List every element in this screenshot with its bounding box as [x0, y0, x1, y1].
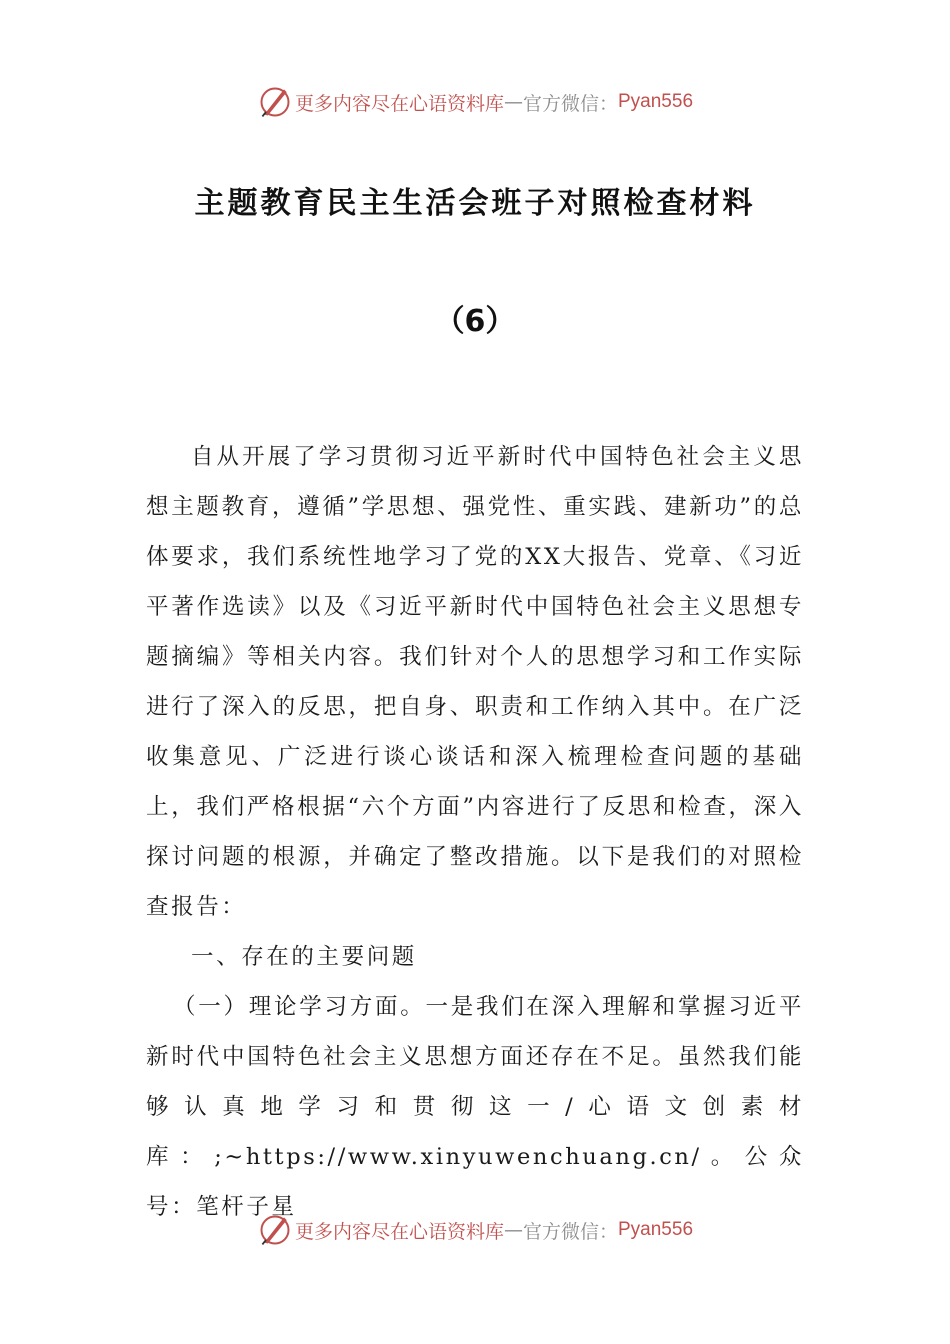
section-paragraph: （一）理论学习方面。一是我们在深入理解和掌握习近平新时代中国特色社会主义思想方面还存在不足。虽然我们能够认真地学习和贯彻这一/心语文创素材库：;~https://www.xinyuwenchuang.cn/。公众号：笔杆子星: [146, 994, 804, 1220]
banner-wechat-id: Pyan556: [618, 1219, 694, 1240]
section-heading: 一、存在的主要问题: [191, 944, 417, 970]
footer-watermark-banner: [0, 1210, 950, 1250]
banner-wechat-label: 官方微信：: [522, 92, 618, 115]
quill-pen-logo-icon: [257, 84, 293, 120]
banner-dash: —: [503, 1219, 523, 1241]
document-title: 主题教育民主生活会班子对照检查材料: [194, 186, 756, 221]
banner-wechat-id: Pyan556: [618, 91, 694, 112]
quill-pen-logo-icon: [257, 1212, 293, 1248]
intro-paragraph: 自从开展了学习贯彻习近平新时代中国特色社会主义思想主题教育，遵循”学思想、强党性、重实践、建新功”的总体要求，我们系统性地学习了党的XX大报告、党章、《习近平著作选读》以及《习近平新时代中国特色社会主义思想专题摘编》等相关内容。我们针对个人的思想学习和工作实际进行了深入的反思，把自身、职责和工作纳入其中。在广泛收集意见、广泛进行谈心谈话和深入梳理检查问题的基础上，我们严格根据“六个方面”内容进行了反思和检查，深入探讨问题的根源，并确定了整改措施。以下是我们的对照检查报告：: [146, 444, 804, 920]
header-watermark-banner: [0, 82, 950, 122]
banner-wechat-label: 官方微信：: [522, 1220, 618, 1243]
document-number: （6）: [434, 304, 516, 339]
document-body: [146, 432, 804, 1232]
banner-text: 更多内容尽在心语资料库: [294, 1220, 504, 1243]
banner-text: 更多内容尽在心语资料库: [294, 92, 504, 115]
banner-dash: —: [503, 91, 523, 113]
